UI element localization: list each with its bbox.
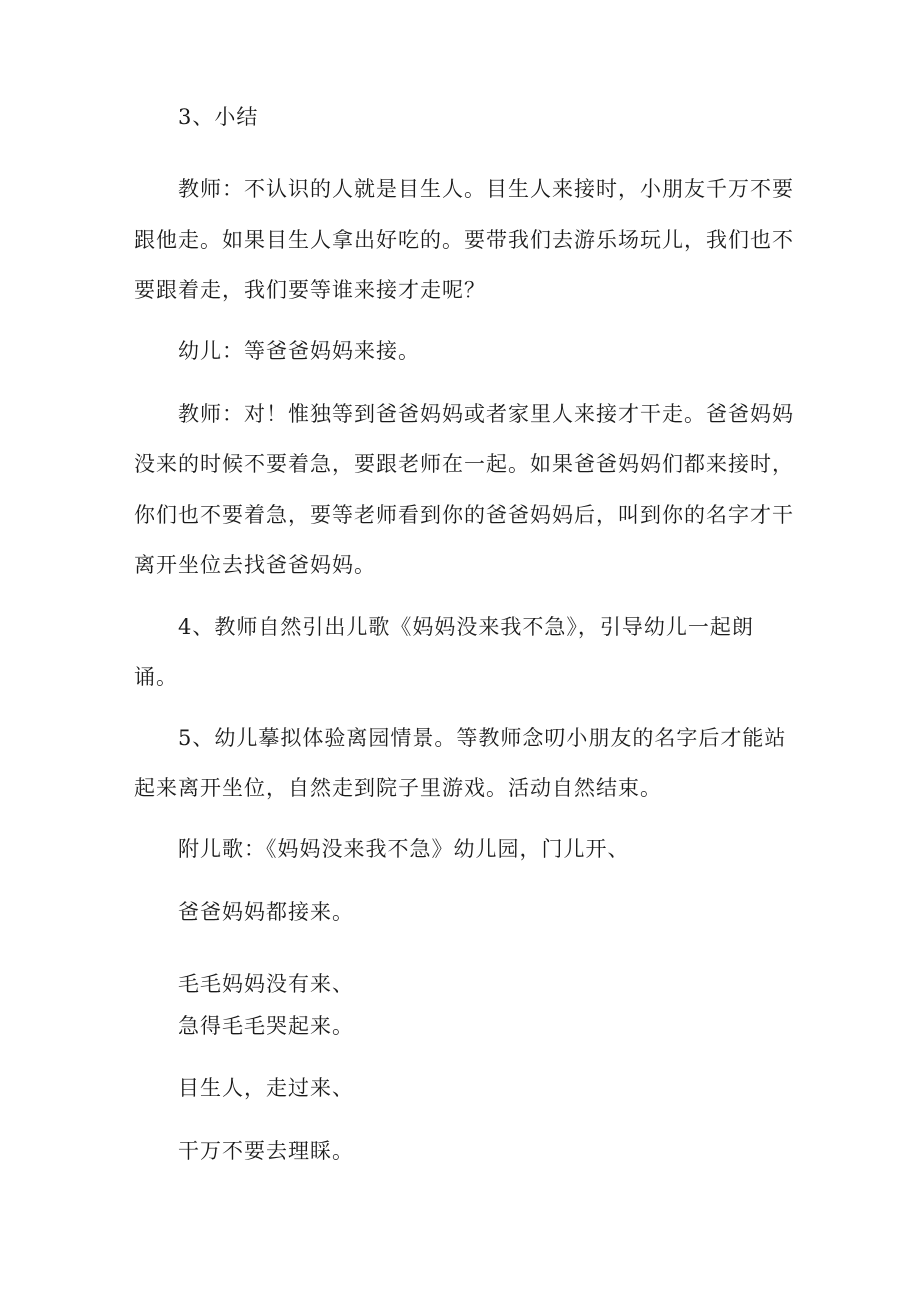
- paragraph-line: 离开坐位去找爸爸妈妈。: [134, 553, 376, 577]
- paragraph-line: 跟他走。如果目生人拿出好吃的。要带我们去游乐场玩儿，我们也不: [134, 228, 794, 252]
- poem-line: 干万不要去理睬。: [178, 1139, 354, 1163]
- paragraph-line: 教师：对！惟独等到爸爸妈妈或者家里人来接才干走。爸爸妈妈: [178, 402, 794, 426]
- poem-line: 毛毛妈妈没有来、: [178, 972, 354, 996]
- section-heading-summary: 3、小结: [178, 105, 259, 129]
- poem-line: 急得毛毛哭起来。: [178, 1014, 354, 1038]
- poem-line: 爸爸妈妈都接来。: [178, 900, 354, 924]
- paragraph-line: 你们也不要着急，要等老师看到你的爸爸妈妈后，叫到你的名字才干: [134, 503, 794, 527]
- paragraph-line: 5、幼儿摹拟体验离园情景。等教师念叨小朋友的名字后才能站: [178, 726, 787, 750]
- poem-line: 目生人，走过来、: [178, 1076, 354, 1100]
- paragraph-line: 诵。: [134, 665, 178, 689]
- paragraph-line: 4、教师自然引出儿歌《妈妈没来我不急》，引导幼儿一起朗: [178, 615, 754, 639]
- paragraph-line: 幼儿：等爸爸妈妈来接。: [178, 339, 420, 363]
- poem-line: 附儿歌：《妈妈没来我不急》幼儿园，门儿开、: [178, 837, 630, 861]
- paragraph-line: 没来的时候不要着急，要跟老师在一起。如果爸爸妈妈们都来接时，: [134, 452, 794, 476]
- paragraph-line: 教师：不认识的人就是目生人。目生人来接时，小朋友千万不要: [178, 177, 794, 201]
- paragraph-line: 起来离开坐位，自然走到院子里游戏。活动自然结束。: [134, 776, 662, 800]
- paragraph-line: 要跟着走，我们要等谁来接才走呢？: [134, 278, 486, 302]
